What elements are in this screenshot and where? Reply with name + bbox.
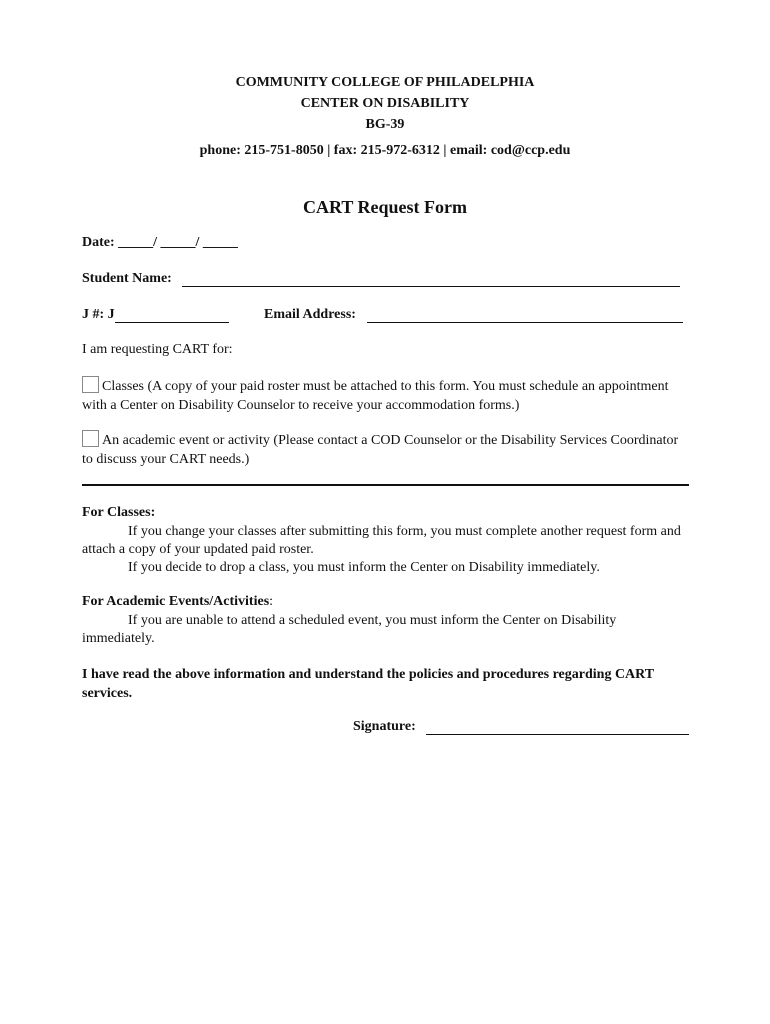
section-divider: [82, 484, 689, 486]
events-heading: [82, 594, 273, 610]
j-number-field[interactable]: [115, 322, 229, 323]
email-label: Email Address:: [264, 307, 356, 322]
college-name: COMMUNITY COLLEGE OF PHILADELPHIA: [235, 75, 535, 90]
signature-field[interactable]: [426, 734, 689, 735]
j-number-label: J #: J: [82, 307, 115, 322]
request-intro: I am requesting CART for:: [82, 342, 233, 357]
contact-info: phone: 215-751-8050 | fax: 215-972-6312 | email: cod@ccp.edu: [199, 143, 571, 158]
department-name: CENTER ON DISABILITY: [300, 96, 470, 111]
option-event-text: An academic event or activity (Please contact a COD Counselor or the Disability Services Coordinator to discuss your CART needs.): [82, 433, 679, 467]
classes-policy-1: If you change your classes after submitting this form, you must complete another request form and attach a copy of your updated paid roster.: [82, 524, 681, 557]
option-classes: [82, 376, 692, 415]
classes-checkbox[interactable]: [82, 376, 99, 393]
classes-policy-2: If you decide to drop a class, you must inform the Center on Disability immediately.: [128, 560, 600, 575]
student-name-field[interactable]: [182, 286, 680, 287]
student-name-label: Student Name:: [82, 271, 172, 286]
events-policy-1: If you are unable to attend a scheduled event, you must inform the Center on Disability immediately.: [82, 613, 617, 646]
classes-heading: For Classes:: [82, 505, 156, 520]
events-heading-colon: :: [269, 594, 274, 609]
event-checkbox[interactable]: [82, 430, 99, 447]
office-location: BG-39: [365, 117, 405, 132]
email-field[interactable]: [367, 322, 683, 323]
signature-label: Signature:: [353, 719, 416, 734]
option-event: [82, 430, 692, 469]
option-classes-text: Classes (A copy of your paid roster must be attached to this form. You must schedule an appointment with a Center on Disability Counselor to receive your accommodation forms.): [82, 379, 669, 413]
acknowledgement-statement: I have read the above information and understand the policies and procedures regarding CART services.: [82, 667, 654, 701]
events-heading-text: For Academic Events/Activities: [82, 594, 270, 609]
form-title: CART Request Form: [302, 197, 468, 217]
date-field[interactable]: Date: _____/ _____/ _____: [82, 235, 238, 250]
